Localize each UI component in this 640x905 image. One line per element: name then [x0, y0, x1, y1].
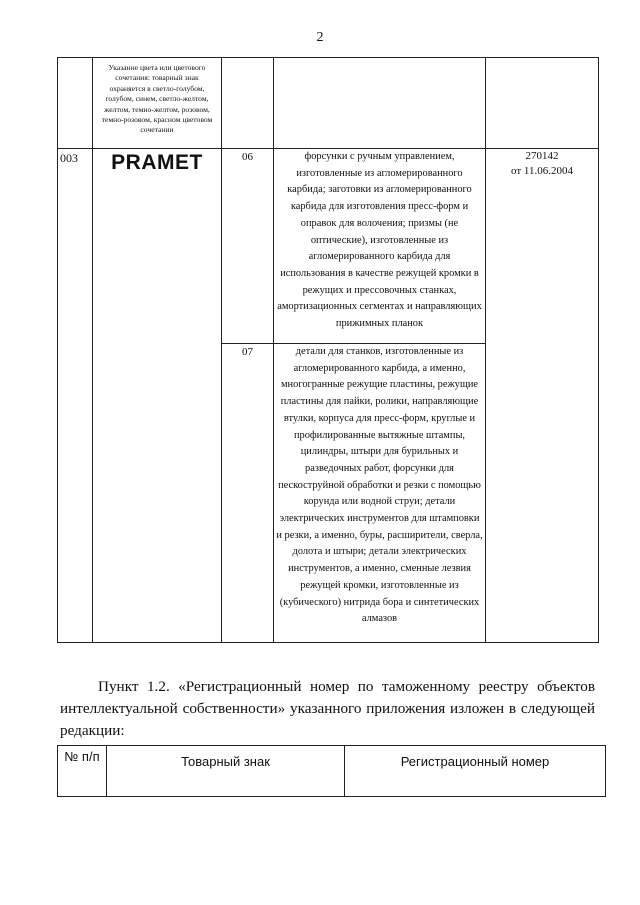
- body-paragraph: Пункт 1.2. «Регистрационный номер по таможенному реестру объектов интеллектуальной собственности» указанного приложения изложен в следующей редакции:: [60, 678, 595, 739]
- cell-empty: [486, 58, 599, 149]
- cell-empty: [274, 58, 486, 149]
- header-registration-number: Регистрационный номер: [345, 746, 606, 797]
- goods-list-06: форсунки с ручным управлением, изготовленные из агломерированного карбида; заготовки из агломерированного карбида для изготовления пресс-форм и оправок для волочения; призмы (не оптические), изготовленные из агломерированного карбида для использования в качестве режущей кромки в режущих и прессовочных станках, амортизационных сегментах и направляющих прижимных планок: [277, 151, 482, 330]
- page-number: 2: [316, 30, 324, 45]
- registration-number: 270142: [525, 150, 559, 162]
- cell-registration: [486, 149, 599, 643]
- header-number: № п/п: [58, 746, 107, 797]
- cell-class-07: [222, 344, 274, 643]
- class-number-07: 07: [242, 346, 253, 358]
- goods-list-07: детали для станков, изготовленные из агломерированного карбида, а именно, многогранные режущие пластины, режущие пластины для пайки, ролики, направляющие втулки, корпуса для пресс-форм, круглые и профилированные вытяжные штампы, цилиндры, штыри для бурильных и разведочных работ, форсунки для пескоструйной обработки и резки с помощью корунда или водной струи; детали электрических инструментов для штамповки и резки, а именно, буры, расширители, сверла, долота и штыри; детали электрических инструментов, а именно, сменные лезвия режущей кромки, изготовленные из (кубического) нитрида бора и синтетических алмазов: [276, 346, 483, 625]
- table-row-previous: [58, 58, 599, 149]
- color-note: Указание цвета или цветового сочетания: товарный знак охраняется в светло-голубом, голубом, синем, светло-желтом, желтом, темно-желтом, розовом, темно-розовом, красном цветовом сочетании: [101, 63, 213, 135]
- trademark-word: PRAMET: [111, 151, 203, 174]
- cell-goods-07: [274, 344, 486, 643]
- cell-empty: [222, 58, 274, 149]
- cell-goods-06: [274, 149, 486, 344]
- cell-class-06: [222, 149, 274, 344]
- cell-color-note: [93, 58, 222, 149]
- table-row-003-class-06: [58, 149, 599, 344]
- row-number: 003: [60, 151, 78, 165]
- header-trademark: Товарный знак: [107, 746, 345, 797]
- cell-empty: [58, 58, 93, 149]
- header-row: [58, 746, 606, 797]
- class-number-06: 06: [242, 151, 253, 163]
- cell-row-number: [58, 149, 93, 643]
- trademark-table: [57, 57, 599, 643]
- registry-header-table: [57, 745, 606, 797]
- registration-date: от 11.06.2004: [510, 165, 573, 177]
- cell-trademark: [93, 149, 222, 643]
